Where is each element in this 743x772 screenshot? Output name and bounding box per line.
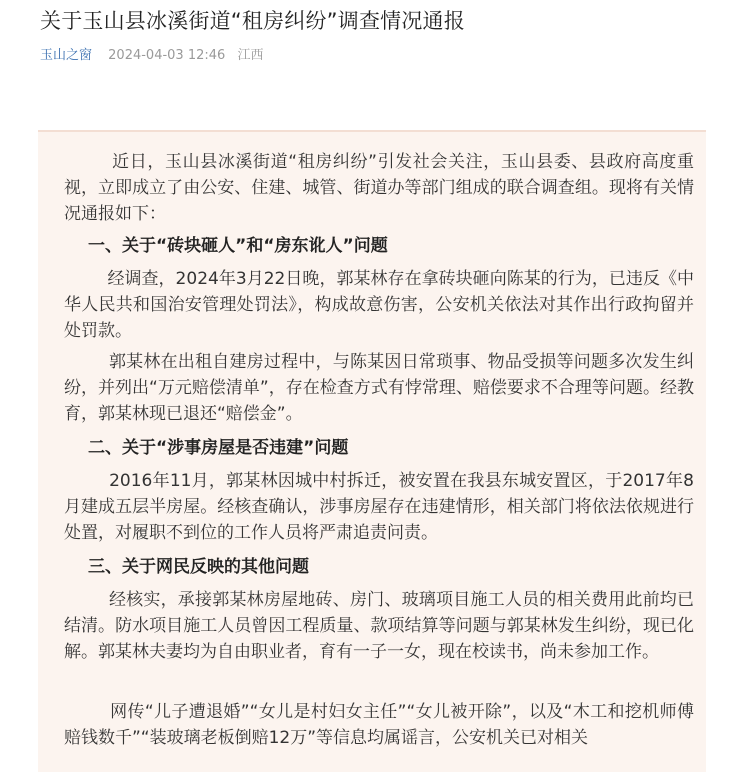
publish-time: 2024-04-03 12:46 <box>108 48 226 63</box>
section2-heading: 二、关于“涉事房屋是否违建”问题 <box>88 438 349 458</box>
section1-paragraph-2: 郭某林在出租自建房过程中，与陈某因日常琐事、物品受损等问题多次发生纠纷，并列出“万元赔偿清单”，存在检查方式有悖常理、赔偿要求不合理等问题。经教育，郭某林现已退还“赔偿金”。 <box>64 352 695 424</box>
section3-paragraph-1: 经核实，承接郭某林房屋地砖、房门、玻璃项目施工人员的相关费用此前均已结清。防水项目施工人员曾因工程质量、款项结算等问题与郭某林发生纠纷，现已化解。郭某林夫妻均为自由职业者，育有一子一女，现在校读书，尚未参加工作。 <box>64 590 695 662</box>
source-link[interactable]: 玉山之窗 <box>40 48 93 63</box>
article-meta <box>40 44 263 63</box>
section1-heading: 一、关于“砖块砸人”和“房东讹人”问题 <box>88 236 388 256</box>
section3-heading: 三、关于网民反映的其他问题 <box>88 557 309 577</box>
section2-paragraph-1: 2016年11月，郭某林因城中村拆迁，被安置在我县东城安置区，于2017年8月建成五层半房屋。经核查确认，涉事房屋存在违建情形，相关部门将依法依规进行处置，对履职不到位的工作人员将严肃追责问责。 <box>64 471 695 543</box>
article-title: 关于玉山县冰溪街道“租房纠纷”调查情况通报 <box>40 9 465 33</box>
intro-paragraph: 近日，玉山县冰溪街道“租房纠纷”引发社会关注，玉山县委、县政府高度重视，立即成立了由公安、住建、城管、街道办等部门组成的联合调查组。现将有关情况通报如下： <box>64 152 694 224</box>
region-label: 江西 <box>237 48 264 63</box>
section3-paragraph-2: 网传“儿子遭退婚”“女儿是村妇女主任”“女儿被开除”，以及“木工和挖机师傅赔钱数千”“装玻璃老板倒赔12万”等信息均属谣言，公安机关已对相关 <box>64 702 694 748</box>
section1-paragraph-1: 经调查，2024年3月22日晚，郭某林存在拿砖块砸向陈某的行为，已违反《中华人民共和国治安管理处罚法》，构成故意伤害，公安机关依法对其作出行政拘留并处罚款。 <box>64 269 695 341</box>
